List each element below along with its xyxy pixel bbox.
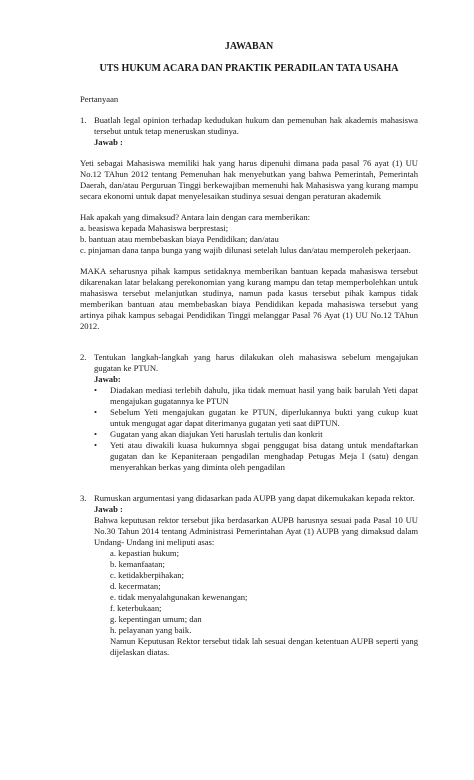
question-text: Rumuskan argumentasi yang didasarkan pada AUPB yang dapat dikemukakan kepada rektor. <box>94 493 415 503</box>
list-item: c. ketidakberpihakan; <box>110 570 184 580</box>
question-2 <box>80 352 418 473</box>
question-number: 3. <box>80 493 87 503</box>
list-item: c. pinjaman dana tanpa bunga yang wajib dilunasi setelah lulus dan/atau memperoleh pekerjaan. <box>80 245 411 255</box>
section-label: Pertanyaan <box>80 94 119 104</box>
bullet-icon: • <box>94 440 98 450</box>
bullet-item: • Sebelum Yeti mengajukan gugatan ke PTUN, diperlukannya bukti yang cukup kuat untuk mengugat agar dapat diterimanya gugatan yeti saat diPTUN. <box>94 407 418 428</box>
answer-paragraph: MAKA seharusnya pihak kampus setidaknya memberikan bantuan kepada mahasiswa tersebut dikarenakan latar belakang perekonomian yang kurang mampu dan tetap memperbolehkan untuk mahasiswa tersebut melanjutkan studinya, namun pada kasus tersebut pihak kampus tidak memberikan bantuan atau membebaskan biaya Pendidikan kepada mahasiswa tersebut yang artinya pihak kampus sebagai Pendidikan Tinggi melanggar Pasal 76 Ayat (1) UU No.12 TAhun 2012. <box>80 266 418 331</box>
answer-paragraph: Hak apakah yang dimaksud? Antara lain dengan cara memberikan: <box>80 212 311 222</box>
bullet-item: • Gugatan yang akan diajukan Yeti haruslah tertulis dan konkrit <box>94 429 323 439</box>
answer-paragraph: Bahwa keputusan rektor tersebut jika berdasarkan AUPB harusnya sesuai pada Pasal 10 UU No.30 Tahun 2014 tentang Administrasi Pemerintahan Ayat (1) AUPB yang dimaksud dalam Undang- Undang ini meliputi asas: <box>94 515 418 547</box>
question-3 <box>80 493 418 658</box>
bullet-item: • Yeti atau diwakili kuasa hukumnya sbgai penggugat bisa datang untuk mendaftarkan gugatan dan ke Kepaniteraan pengadilan menghadap Petugas Meja I (satu) dengan menyerahkan berkas yang diminta oleh pengadilan <box>94 440 418 472</box>
list-item: b. kemanfaatan; <box>110 559 165 569</box>
list-item: d. kecermatan; <box>110 581 161 591</box>
question-number: 2. <box>80 352 87 362</box>
answer-label: Jawab : <box>94 504 123 514</box>
bullet-list <box>94 385 418 473</box>
question-1 <box>80 115 418 148</box>
list-item: h. pelayanan yang baik. <box>110 625 192 635</box>
list-item: a. kepastian hukum; <box>110 548 179 558</box>
bullet-item: • Diadakan mediasi terlebih dahulu, jika tidak memuat hasil yang baik barulah Yeti dapat mengajukan gugatannya ke PTUN <box>94 385 418 406</box>
question-number: 1. <box>80 115 87 125</box>
answer-label: Jawab : <box>94 137 123 147</box>
closing-paragraph: Namun Keputusan Rektor tersebut tidak lah sesuai dengan ketentuan AUPB seperti yang dijelaskan diatas. <box>110 636 418 657</box>
list-item: f. keterbukaan; <box>110 603 162 613</box>
principle-list <box>94 548 418 636</box>
question-text: Buatlah legal opinion terhadap kedudukan hukum dan pemenuhan hak akademis mahasiswa tersebut untuk tetap meneruskan studinya. <box>94 115 418 136</box>
bullet-icon: • <box>94 385 98 395</box>
answer-paragraph: Yeti sebagai Mahasiswa memiliki hak yang harus dipenuhi dimana pada pasal 76 ayat (1) UU No.12 TAhun 2012 tentang Pemenuhan hak menyebutkan yang bahwa Pemerintah, Pemerintah Daerah, dan/atau Perguruan Tinggi berkewajiban memenuhi hak Mahasiswa yang kurang mampu secara ekonomi untuk dapat menyelesaikan studinya sesuai dengan peraturan akademik <box>80 158 418 201</box>
list-item: e. tidak menyalahgunakan kewenangan; <box>110 592 248 602</box>
bullet-icon: • <box>94 407 98 417</box>
answer-label: Jawab: <box>94 374 121 384</box>
document-title: JAWABAN <box>224 41 274 52</box>
list-item: g. kepentingan umum; dan <box>110 614 202 624</box>
list-item: a. beasiswa kepada Mahasiswa berprestasi; <box>80 223 229 233</box>
question-text: Tentukan langkah-langkah yang harus dilakukan oleh mahasiswa sebelum mengajukan gugatan ke PTUN. <box>94 352 418 373</box>
document-subtitle: UTS HUKUM ACARA DAN PRAKTIK PERADILAN TATA USAHA <box>99 63 399 74</box>
bullet-icon: • <box>94 429 98 439</box>
list-item: b. bantuan atau membebaskan biaya Pendidikan; dan/atau <box>80 234 279 244</box>
